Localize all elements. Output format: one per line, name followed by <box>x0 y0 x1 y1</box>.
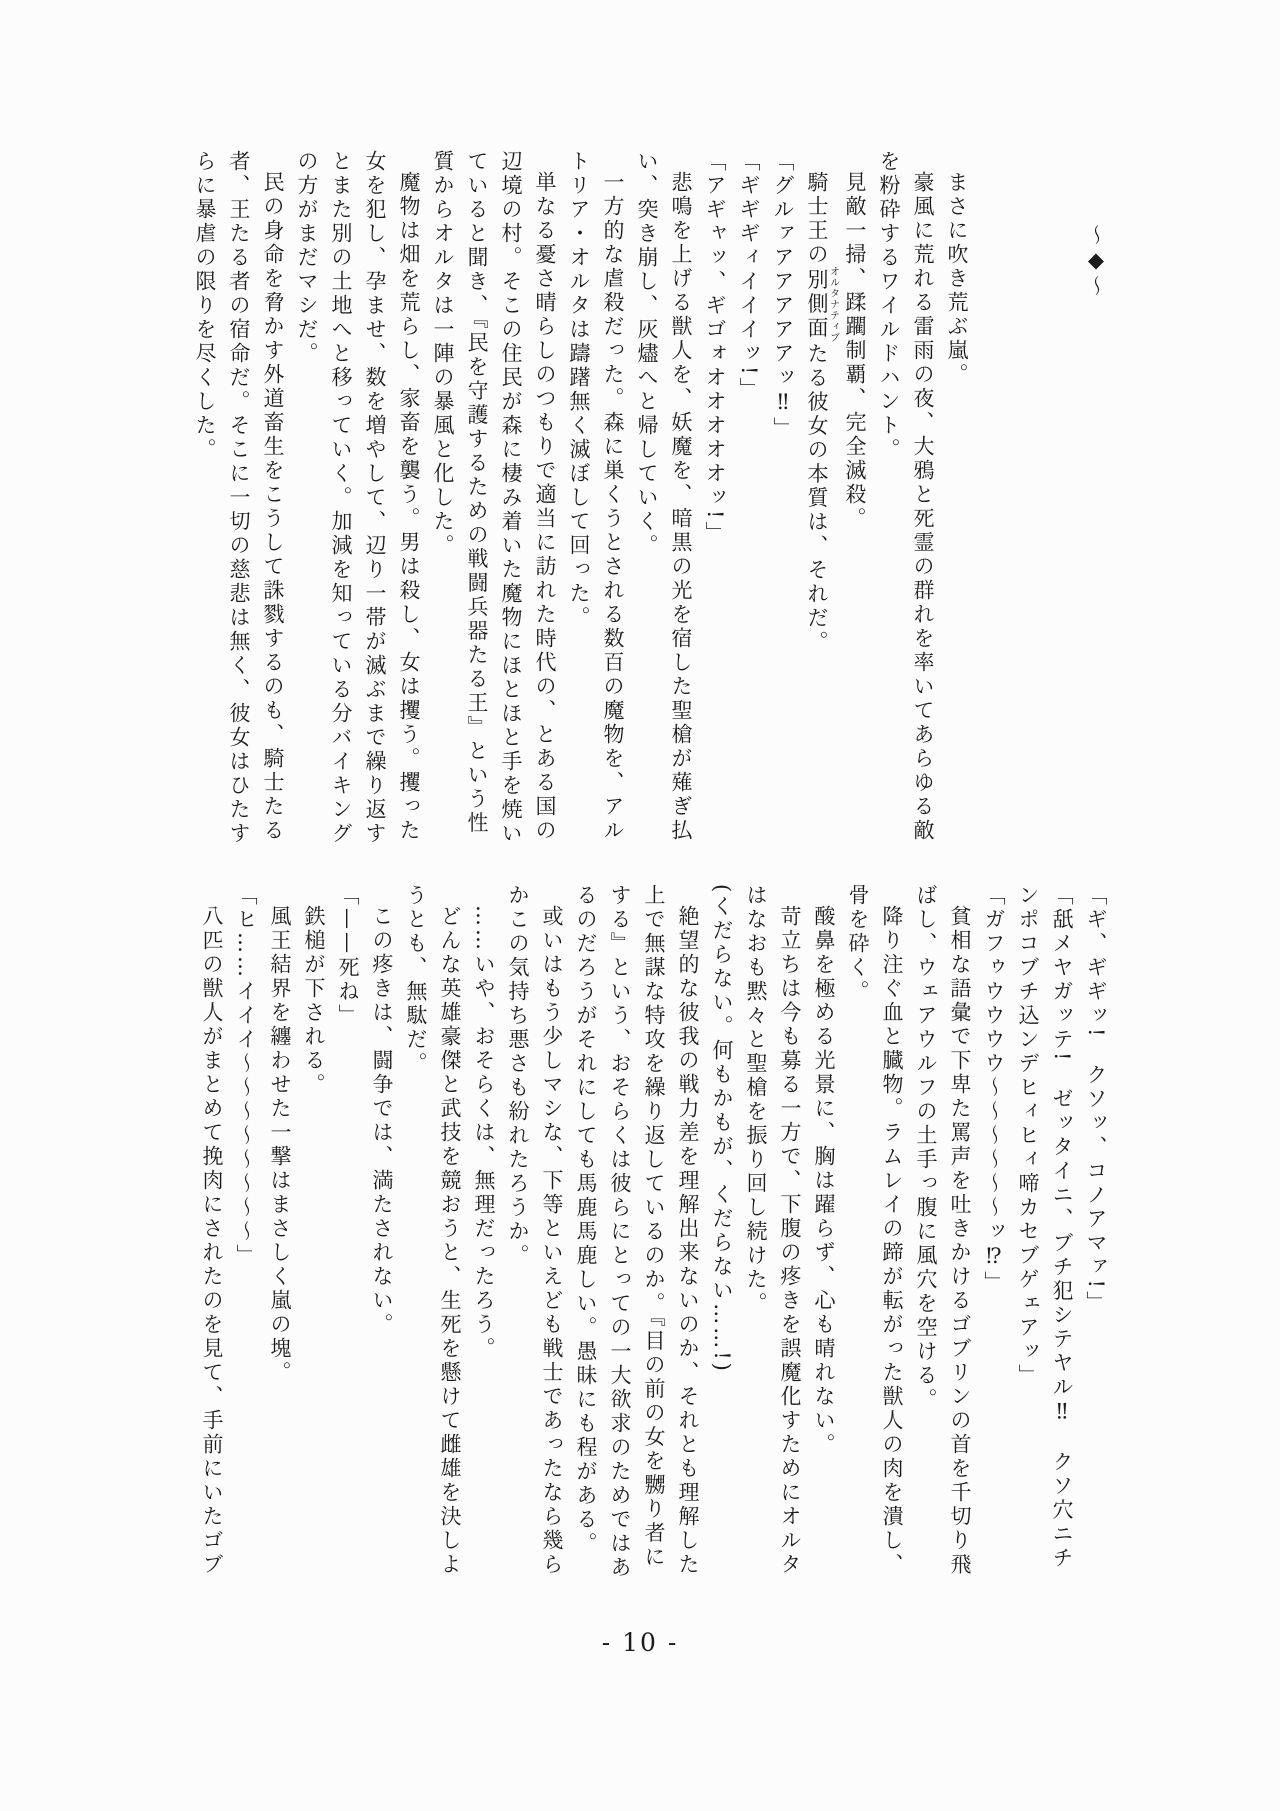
paragraph-text: 騎士王の <box>805 171 829 267</box>
paragraph: 酸鼻を極める光景に、胸は躍らず、心も晴れない。 <box>812 905 836 1457</box>
paragraph: 豪風に荒れる雷雨の夜、大鴉と死霊の群れを率いてあらゆる敵を粉砕するワイルドハント。 <box>877 150 935 843</box>
paragraph: 降り注ぐ血と臓物。ラムレイの蹄が転がった獣人の肉を潰し、骨を砕く。 <box>846 884 904 1577</box>
page-number: - 10 - <box>601 1628 679 1657</box>
paragraph: どんな英雄豪傑と武技を競おうと、生死を懸けて雌雄を決しようとも、無駄だ。 <box>404 884 462 1577</box>
dialogue-line: 「アギャッ、ギゴォオオオオオッ!」 <box>703 150 727 546</box>
paragraph: 風王結界を纏わせた一撃はまさしく嵐の塊。 <box>268 905 292 1385</box>
dialogue-line: 「——死ね」 <box>336 884 360 1028</box>
ruby-text: オルタナティブ <box>827 266 839 344</box>
upper-text-block <box>188 150 1113 850</box>
inner-monologue-line: (くだらない。何もかもが、くだらない……!) <box>710 884 734 1374</box>
dialogue-line: 「ガフゥウウウウ〜〜〜〜〜〜ッ⁉」 <box>982 884 1006 1295</box>
paragraph: 八匹の獣人がまとめて挽肉にされたのを見て、手前にいたゴブ <box>200 905 224 1577</box>
paragraph: まさに吹き荒ぶ嵐。 <box>945 171 969 387</box>
paragraph: 絶望的な彼我の戦力差を理解出来ないのか、それとも理解した上で無謀な特攻を繰り返しているのか。『目の前の女を嬲り者にする』という、おそらくは彼らにとっての一大欲求のためではあるのだろうがそれにしても馬鹿馬鹿しい。愚昧にも程がある。 <box>574 884 700 1580</box>
dialogue-line: 「グルァアアアアアッ‼」 <box>771 150 795 441</box>
dialogue-line: 「ギ、ギギッ! クソッ、コノアマァ!」 <box>1084 884 1108 1315</box>
section-divider: 〜◆〜 <box>1084 223 1108 299</box>
paragraph: 見敵一掃、蹂躙制覇、完全滅殺。 <box>843 171 867 531</box>
paragraph: 貧相な語彙で下卑た罵声を吐きかけるゴブリンの首を千切り飛ばし、ウェアウルフの土手っ腹に風穴を空ける。 <box>914 884 972 1577</box>
paragraph: 魔物は畑を荒らし、家畜を襲う。男は殺し、女は攫う。攫った女を犯し、孕ませ、数を増やして、辺り一帯が滅ぶまで繰り返すとまた別の土地へと移っていく。加減を知っている分バイキングの方がまだマシだ。 <box>295 150 421 846</box>
paragraph: この疼きは、闘争では、満たされない。 <box>370 905 394 1337</box>
paragraph: 民の身命を脅かす外道畜生をこうして誅戮するのも、騎士たる者、王たる者の宿命だ。そこに一切の慈悲は無く、彼女はひたすらに暴虐の限りを尽くした。 <box>193 150 285 846</box>
dialogue-line: 「舐メヤガッテ! ゼッタイニ、ブチ犯シテヤル‼ クソ穴ニチンポコブチ込ンデヒィヒィ啼カセブゲェアッ」 <box>1016 884 1074 1571</box>
dialogue-line: 「ヒ……イイイ〜〜〜〜〜〜〜〜」 <box>234 884 258 1268</box>
paragraph: 単なる憂さ晴らしのつもりで適当に訪れた時代の、とある国の辺境の村。そこの住民が森に棲み着いた魔物にほとほと手を焼いていると聞き、『民を守護するための戦闘兵器たる王』という性質からオルタは一陣の暴風と化した。 <box>431 150 557 846</box>
dialogue-line: 「ギギギィイイイッ!」 <box>737 150 761 402</box>
paragraph: 悲鳴を上げる獣人を、妖魔を、暗黒の光を宿した聖槍が薙ぎ払い、突き崩し、灰燼へと帰していく。 <box>635 150 693 843</box>
paragraph: 或いはもう少しマシな、下等といえども戦士であったなら幾らかこの気持ち悪さも紛れたろうか。 <box>506 884 564 1577</box>
furigana-ruby <box>805 266 839 344</box>
paragraph-text: たる彼女の本質は、それだ。 <box>805 342 829 655</box>
ruby-base: 別側面 <box>805 266 829 344</box>
paragraph: ……いや、おそらくは、無理だったろう。 <box>472 905 496 1361</box>
paragraph: 苛立ちは今も募る一方で、下腹の疼きを誤魔化すためにオルタはなおも黙々と聖槍を振り回し続けた。 <box>744 884 802 1577</box>
paragraph: 鉄槌が下される。 <box>302 905 326 1097</box>
paragraph: 一方的な虐殺だった。森に巣くうとされる数百の魔物を、アルトリア・オルタは躊躇無く滅ぼして回った。 <box>567 150 625 843</box>
paragraph-with-furigana <box>800 150 838 850</box>
lower-text-block <box>195 884 1113 1584</box>
